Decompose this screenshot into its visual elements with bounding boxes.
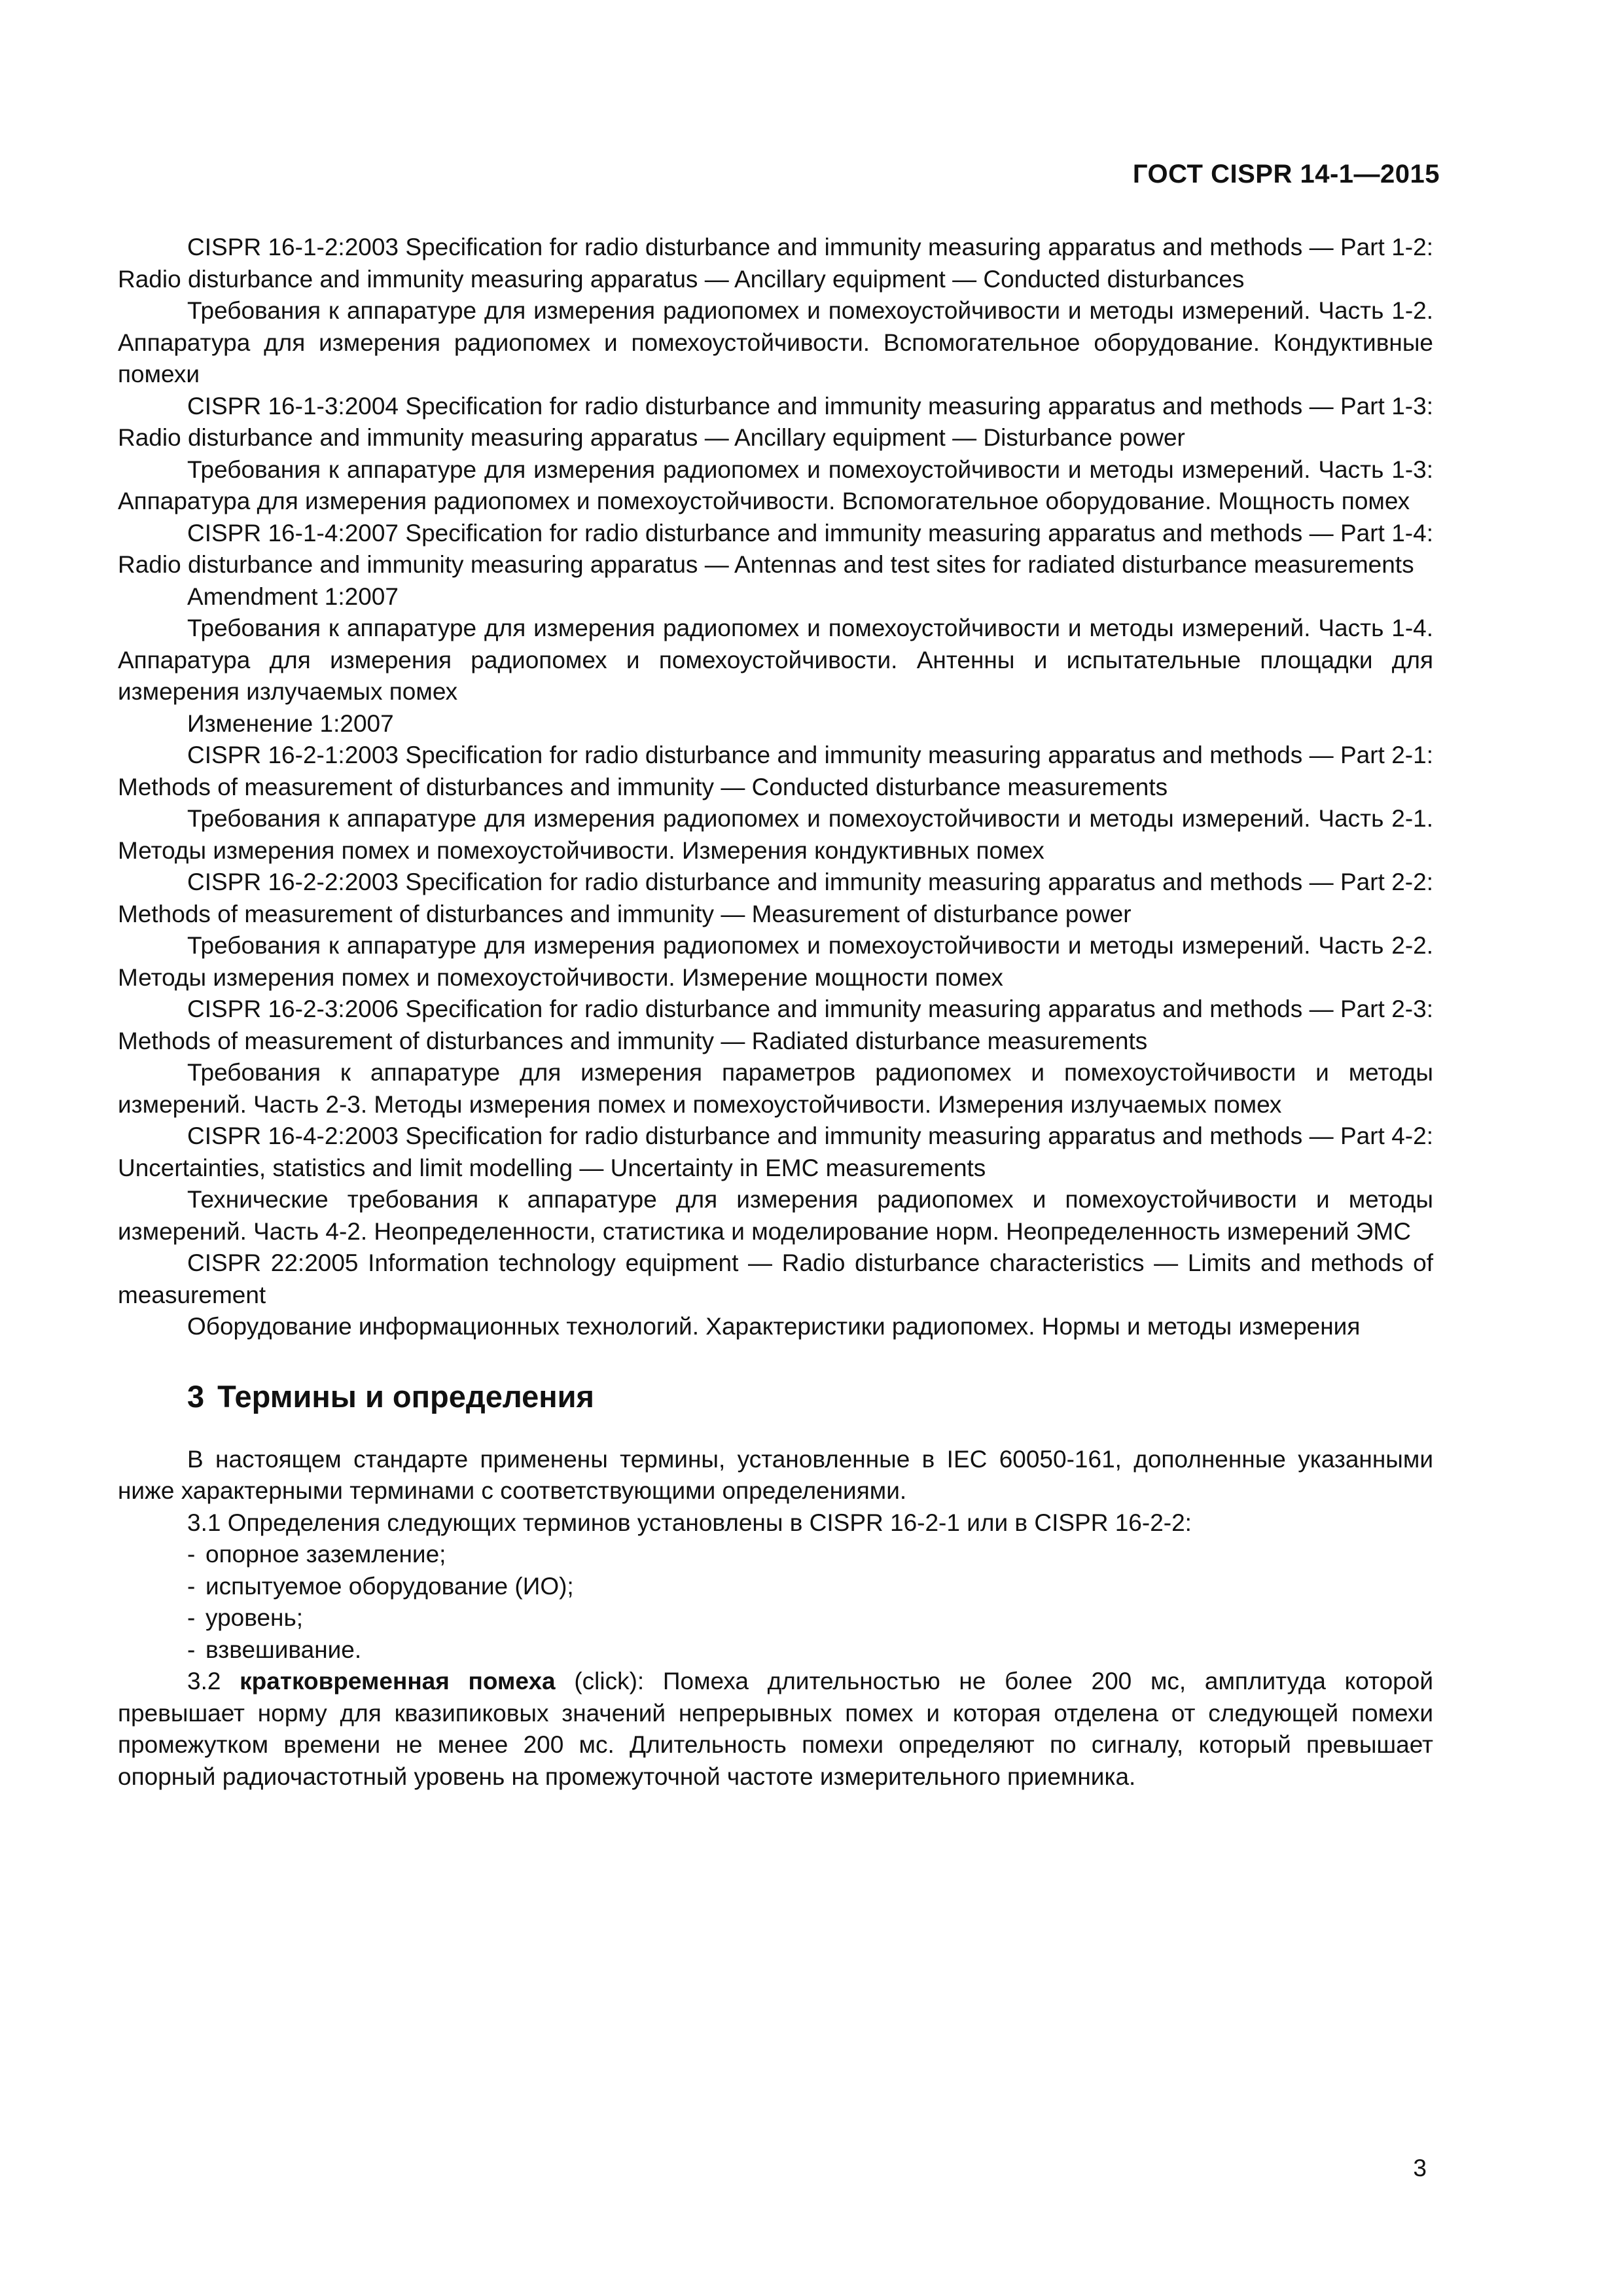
term-list xyxy=(118,1539,1433,1666)
list-item-text: испытуемое оборудование (ИО); xyxy=(205,1572,574,1600)
reference-paragraph: Требования к аппаратуре для измерения радиопомех и помехоустойчивости и методы измерений. Часть 2-2. Методы измерения помех и помехоустойчивости. Измерение мощности помех xyxy=(118,932,1433,991)
list-item-text: взвешивание. xyxy=(205,1636,362,1663)
section-heading xyxy=(118,1377,1433,1416)
clause-3-2 xyxy=(118,1666,1433,1793)
reference-paragraph: CISPR 16-2-3:2006 Specification for radio disturbance and immunity measuring apparatus and methods — Part 2-3: Methods of measurement of disturbances and immunity — Radiated disturbance measurements xyxy=(118,996,1433,1054)
clause-3-2-number: 3.2 xyxy=(187,1668,221,1695)
reference-paragraph: Amendment 1:2007 xyxy=(187,583,399,610)
reference-paragraph: Требования к аппаратуре для измерения радиопомех и помехоустойчивости и методы измерений. Часть 1-3: Аппаратура для измерения радиопомех и помехоустойчивости. Вспомогательное оборудование. Мощность помех xyxy=(118,456,1433,514)
bullet-dash: - xyxy=(187,1541,196,1568)
clause-3-2-definition: (click): Помеха длительностью не более 200 мс, амплитуда которой превышает норму для квазипиковых значений непрерывных помех и которая отделена от следующей помехи промежутком времени не менее 200 мс. Длительность помехи определяют по сигналу, который превышает опорный радиочастотный уровень на промежуточной частоте измерительного приемника. xyxy=(118,1668,1433,1790)
list-item xyxy=(187,1571,1433,1603)
clause-3-1: 3.1 Определения следующих терминов установлены в CISPR 16-2-1 или в CISPR 16-2-2: xyxy=(187,1509,1192,1536)
reference-paragraph: CISPR 16-2-1:2003 Specification for radio disturbance and immunity measuring apparatus and methods — Part 2-1: Methods of measurement of disturbances and immunity — Conducted disturbance measurements xyxy=(118,742,1433,800)
list-item-text: уровень; xyxy=(205,1604,304,1631)
reference-paragraph: Требования к аппаратуре для измерения радиопомех и помехоустойчивости и методы измерений. Часть 1-2. Аппаратура для измерения радиопомех и помехоустойчивости. Вспомогательное оборудование. Кондуктивные помехи xyxy=(118,297,1433,387)
list-item xyxy=(187,1539,1433,1571)
reference-paragraph: Требования к аппаратуре для измерения радиопомех и помехоустойчивости и методы измерений. Часть 2-1. Методы измерения помех и помехоустойчивости. Измерения кондуктивных помех xyxy=(118,805,1433,864)
page-number: 3 xyxy=(1413,2155,1427,2181)
section-number: 3 xyxy=(187,1378,205,1414)
reference-paragraph: Технические требования к аппаратуре для измерения радиопомех и помехоустойчивости и методы измерений. Часть 4-2. Неопределенности, статистика и моделирование норм. Неопределенность измерений ЭМС xyxy=(118,1186,1433,1245)
reference-paragraph: Требования к аппаратуре для измерения радиопомех и помехоустойчивости и методы измерений. Часть 1-4. Аппаратура для измерения радиопомех и помехоустойчивости. Антенны и испытательные площадки для измерения излучаемых помех xyxy=(118,615,1433,705)
reference-paragraph: CISPR 16-1-2:2003 Specification for radio disturbance and immunity measuring apparatus and methods — Part 1-2: Radio disturbance and immunity measuring apparatus — Ancillary equipment — Conducted disturbances xyxy=(118,234,1433,293)
section-title: Термины и определения xyxy=(217,1378,594,1414)
reference-paragraph: CISPR 16-2-2:2003 Specification for radio disturbance and immunity measuring apparatus and methods — Part 2-2: Methods of measurement of disturbances and immunity — Measurement of disturbance power xyxy=(118,869,1433,927)
reference-paragraph: Требования к аппаратуре для измерения параметров радиопомех и помехоустойчивости и методы измерений. Часть 2-3. Методы измерения помех и помехоустойчивости. Измерения излучаемых помех xyxy=(118,1059,1433,1118)
document-header: ГОСТ CISPR 14-1—2015 xyxy=(1132,160,1440,188)
page-content xyxy=(118,232,1433,1793)
reference-paragraph: CISPR 16-4-2:2003 Specification for radio disturbance and immunity measuring apparatus and methods — Part 4-2: Uncertainties, statistics and limit modelling — Uncertainty in EMC measurements xyxy=(118,1122,1433,1181)
list-item xyxy=(187,1602,1433,1634)
bullet-dash: - xyxy=(187,1636,196,1663)
section-intro: В настоящем стандарте применены термины, установленные в IEC 60050-161, дополненные указанными ниже характерными терминами с соответствующими определениями. xyxy=(118,1445,1433,1504)
reference-paragraph: CISPR 22:2005 Information technology equipment — Radio disturbance characteristics — Limits and methods of measurement xyxy=(118,1249,1433,1308)
reference-paragraph: Изменение 1:2007 xyxy=(187,709,394,737)
clause-3-2-term: кратковременная помеха xyxy=(240,1668,556,1695)
bullet-dash: - xyxy=(187,1572,196,1600)
bullet-dash: - xyxy=(187,1604,196,1631)
list-item xyxy=(187,1634,1433,1666)
reference-paragraph: CISPR 16-1-3:2004 Specification for radio disturbance and immunity measuring apparatus and methods — Part 1-3: Radio disturbance and immunity measuring apparatus — Ancillary equipment — Disturbance power xyxy=(118,392,1433,451)
list-item-text: опорное заземление; xyxy=(205,1541,446,1568)
reference-paragraph: CISPR 16-1-4:2007 Specification for radio disturbance and immunity measuring apparatus and methods — Part 1-4: Radio disturbance and immunity measuring apparatus — Antennas and test sites for radiated disturbance measurements xyxy=(118,519,1433,578)
reference-paragraph: Оборудование информационных технологий. Характеристики радиопомех. Нормы и методы измерения xyxy=(187,1313,1361,1340)
